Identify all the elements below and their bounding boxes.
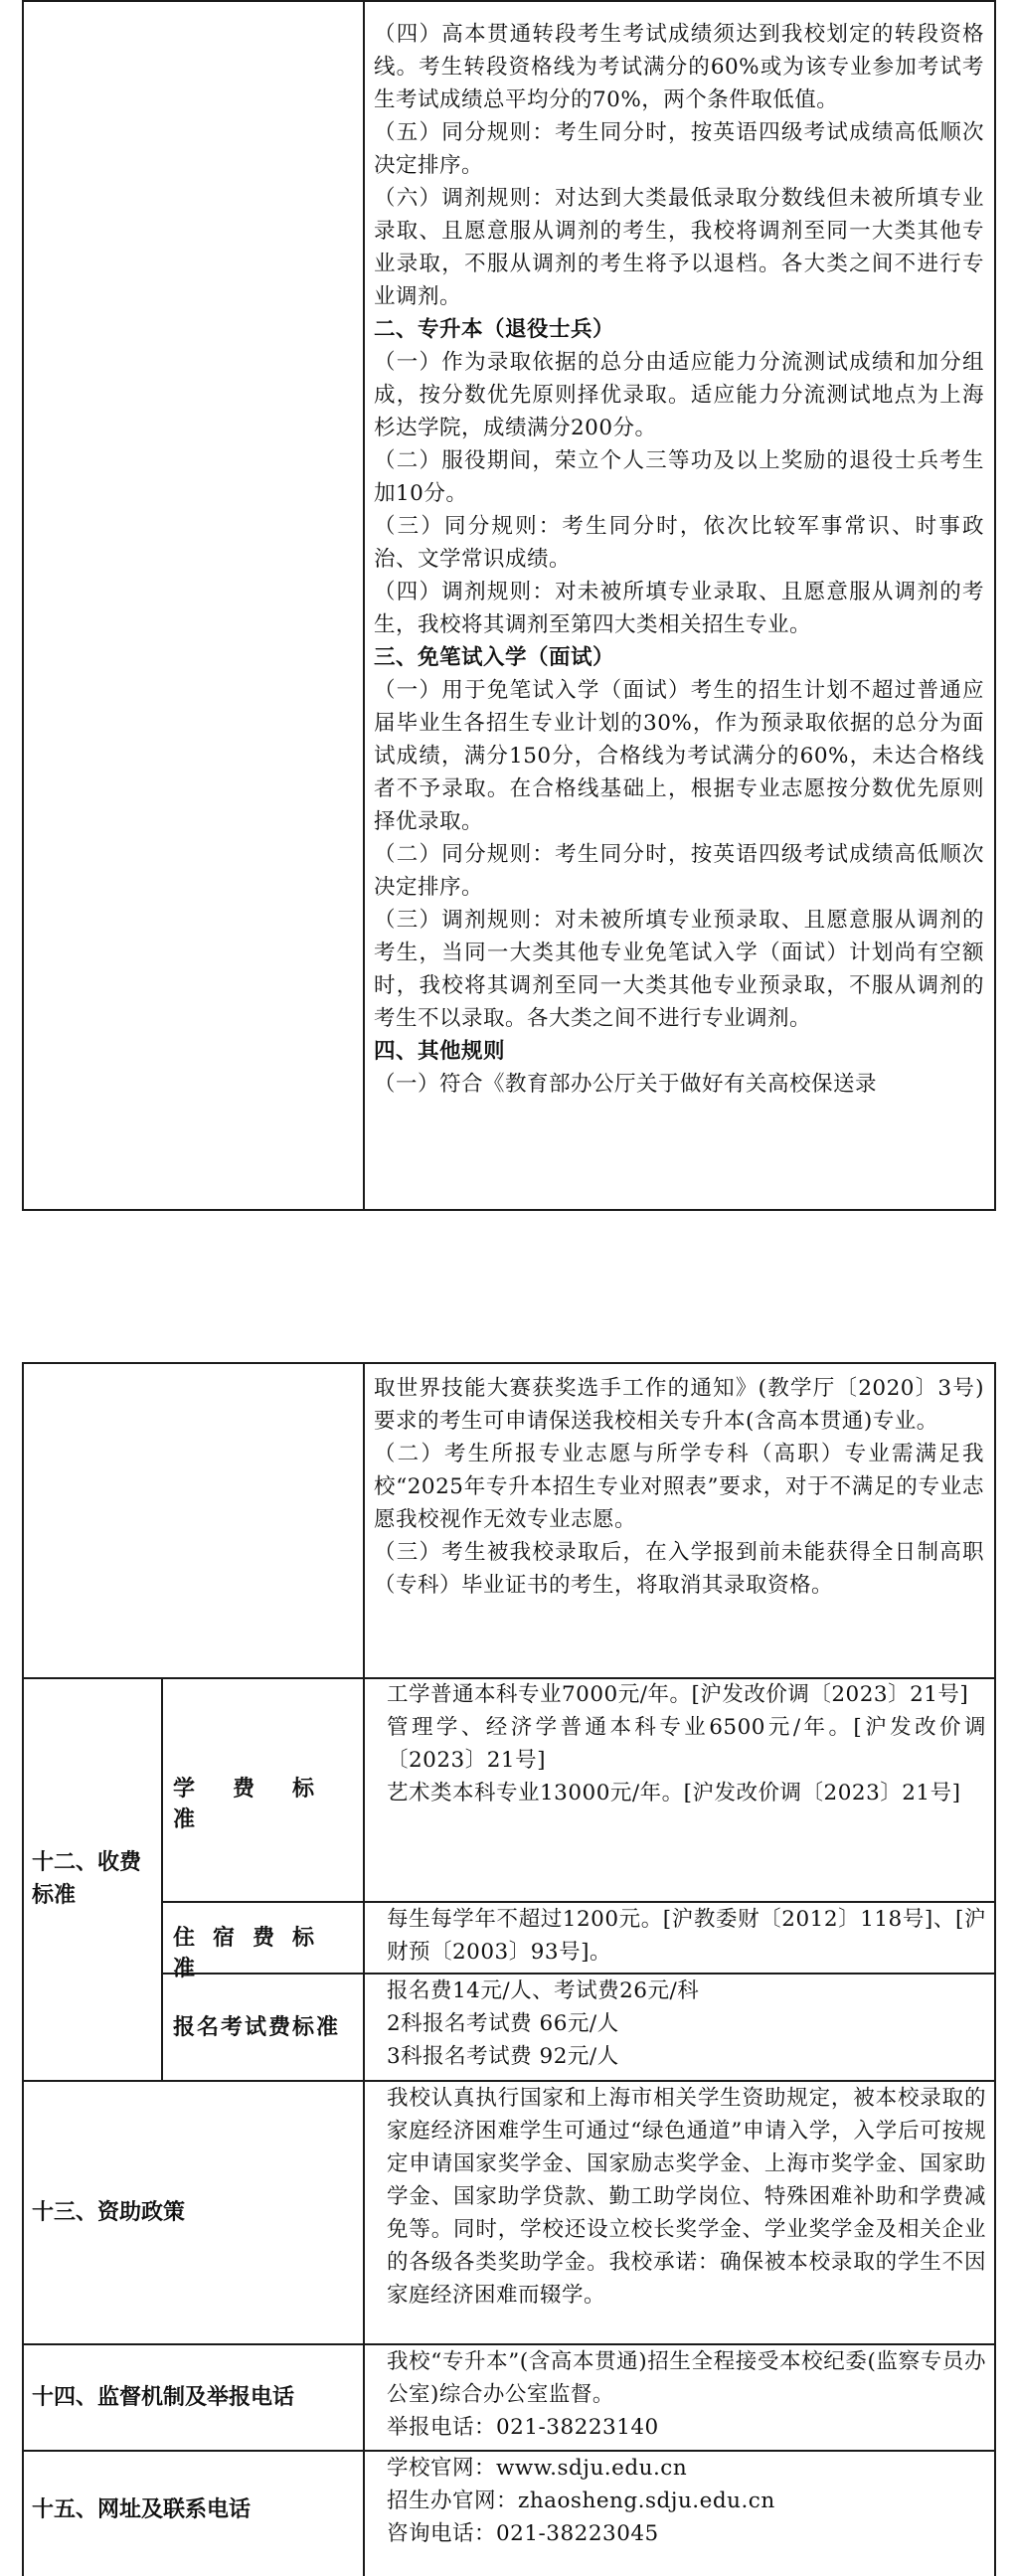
exam-fee-label-text: 报名考试费标准 bbox=[173, 2015, 341, 2040]
column-divider bbox=[161, 1677, 163, 2080]
section-heading: 二、专升本（退役士兵） bbox=[374, 317, 615, 342]
rule-paragraph: （五）同分规则：考生同分时，按英语四级考试成绩高低顺次决定排序。 bbox=[374, 120, 984, 178]
rule-paragraph: （四）调剂规则：对未被所填专业录取、且愿意服从调剂的考生，我校将其调剂至第四大类相关招生专业。 bbox=[374, 580, 984, 637]
rule-paragraph: （二）同分规则：考生同分时，按英语四级考试成绩高低顺次决定排序。 bbox=[374, 842, 984, 900]
tuition-line: 艺术类本科专业13000元/年。[沪发改价调〔2023〕21号] bbox=[387, 1781, 961, 1805]
report-phone: 举报电话：021-38223140 bbox=[387, 2415, 659, 2440]
contact-section-label: 十五、网址及联系电话 bbox=[32, 2497, 252, 2522]
exam-fee-label bbox=[173, 2010, 362, 2041]
school-website: 学校官网：www.sdju.edu.cn bbox=[387, 2456, 688, 2481]
rule-paragraph: （一）符合《教育部办公厅关于做好有关高校保送录 bbox=[374, 1072, 878, 1097]
rule-paragraph: 取世界技能大赛获奖选手工作的通知》(教学厅〔2020〕3号)要求的考生可申请保送我校相关专升本(含高本贯通)专业。 bbox=[374, 1376, 984, 1434]
exam-fee-line: 2科报名考试费 66元/人 bbox=[387, 2011, 619, 2036]
rule-paragraph: （一）用于免笔试入学（面试）考生的招生计划不超过普通应届毕业生各招生专业计划的30%，作为预录取依据的总分为面试成绩，满分150分，合格线为考试满分的60%，未达合格线者不予录取。在合格线基础上，根据专业志愿按分数优先原则择优录取。 bbox=[374, 678, 984, 834]
rule-paragraph: （六）调剂规则：对达到大类最低录取分数线但未被所填专业录取、且愿意服从调剂的考生，我校将调剂至同一大类其他专业录取，不服从调剂的考生将予以退档。各大类之间不进行专业调剂。 bbox=[374, 186, 984, 309]
tuition-line: 管理学、经济学普通本科专业6500元/年。[沪发改价调〔2023〕21号] bbox=[387, 1715, 986, 1773]
exam-fee-line: 3科报名考试费 92元/人 bbox=[387, 2044, 619, 2069]
exam-fee-line: 报名费14元/人、考试费26元/科 bbox=[387, 1978, 700, 2003]
fees-section-label: 十二、收费标准 bbox=[32, 1850, 142, 1908]
supervision-cell bbox=[377, 2345, 986, 2444]
column-divider bbox=[363, 1364, 365, 2576]
contact-cell bbox=[377, 2452, 986, 2550]
aid-section-label: 十三、资助政策 bbox=[32, 2200, 186, 2225]
lodging-cell bbox=[377, 1903, 986, 1969]
supervision-section-label: 十四、监督机制及举报电话 bbox=[32, 2385, 295, 2410]
rule-paragraph: （二）服役期间，荣立个人三等功及以上奖励的退役士兵考生加10分。 bbox=[374, 448, 984, 506]
lodging-label-text: 住宿费标准 bbox=[173, 1926, 333, 1981]
rule-paragraph: （二）考生所报专业志愿与所学专科（高职）专业需满足我校“2025年专升本招生专业对照表”要求，对于不满足的专业志愿我校视作无效专业志愿。 bbox=[374, 1442, 984, 1532]
rules-text-continued bbox=[374, 1372, 984, 1602]
rules-text-block bbox=[374, 18, 984, 1101]
rule-paragraph: （三）考生被我校录取后，在入学报到前未能获得全日制高职（专科）毕业证书的考生，将取消其录取资格。 bbox=[374, 1540, 984, 1598]
rule-paragraph: （三）同分规则：考生同分时，依次比较军事常识、时事政治、文学常识成绩。 bbox=[374, 514, 984, 572]
section-heading: 三、免笔试入学（面试） bbox=[374, 645, 615, 670]
section-heading: 四、其他规则 bbox=[374, 1039, 506, 1064]
tuition-cell bbox=[377, 1678, 986, 1809]
table-section-admission-rules bbox=[22, 0, 996, 1211]
aid-text: 我校认真执行国家和上海市相关学生资助规定，被本校录取的家庭经济困难学生可通过“绿色通道”申请入学，入学后可按规定申请国家奖学金、国家励志奖学金、上海市奖学金、国家助学金、国家助学贷款、勤工助学岗位、特殊困难补助和学费减免等。同时，学校还设立校长奖学金、学业奖学金及相关企业的各级各类奖助学金。我校承诺：确保被本校录取的学生不因家庭经济困难而辍学。 bbox=[387, 2086, 986, 2308]
aid-cell bbox=[377, 2082, 986, 2312]
tuition-label-text: 学费标准 bbox=[173, 1777, 353, 1832]
lodging-text: 每生每学年不超过1200元。[沪教委财〔2012〕118号]、[沪财预〔2003〕93号]。 bbox=[387, 1907, 986, 1965]
column-divider bbox=[363, 2, 365, 1209]
tuition-line: 工学普通本科专业7000元/年。[沪发改价调〔2023〕21号] bbox=[387, 1682, 969, 1707]
admissions-website: 招生办官网：zhaosheng.sdju.edu.cn bbox=[387, 2489, 775, 2513]
inquiry-phone: 咨询电话：021-38223045 bbox=[387, 2521, 659, 2546]
rule-paragraph: （四）高本贯通转段考生考试成绩须达到我校划定的转段资格线。考生转段资格线为考试满分的60%或为该专业参加考试考生考试成绩总平均分的70%，两个条件取低值。 bbox=[374, 22, 984, 112]
exam-fee-cell bbox=[377, 1975, 986, 2073]
tuition-label bbox=[173, 1772, 352, 1833]
supervision-line: 我校“专升本”(含高本贯通)招生全程接受本校纪委(监察专员办公室)综合办公室监督。 bbox=[387, 2349, 986, 2407]
lodging-label bbox=[173, 1921, 352, 1982]
rule-paragraph: （三）调剂规则：对未被所填专业预录取、且愿意服从调剂的考生，当同一大类其他专业免笔试入学（面试）计划尚有空额时，我校将其调剂至同一大类其他专业预录取，不服从调剂的考生不以录取。各大类之间不进行专业调剂。 bbox=[374, 908, 984, 1031]
rule-paragraph: （一）作为录取依据的总分由适应能力分流测试成绩和加分组成，按分数优先原则择优录取。适应能力分流测试地点为上海杉达学院，成绩满分200分。 bbox=[374, 350, 984, 440]
table-section-fees-and-contacts bbox=[22, 1362, 996, 2576]
